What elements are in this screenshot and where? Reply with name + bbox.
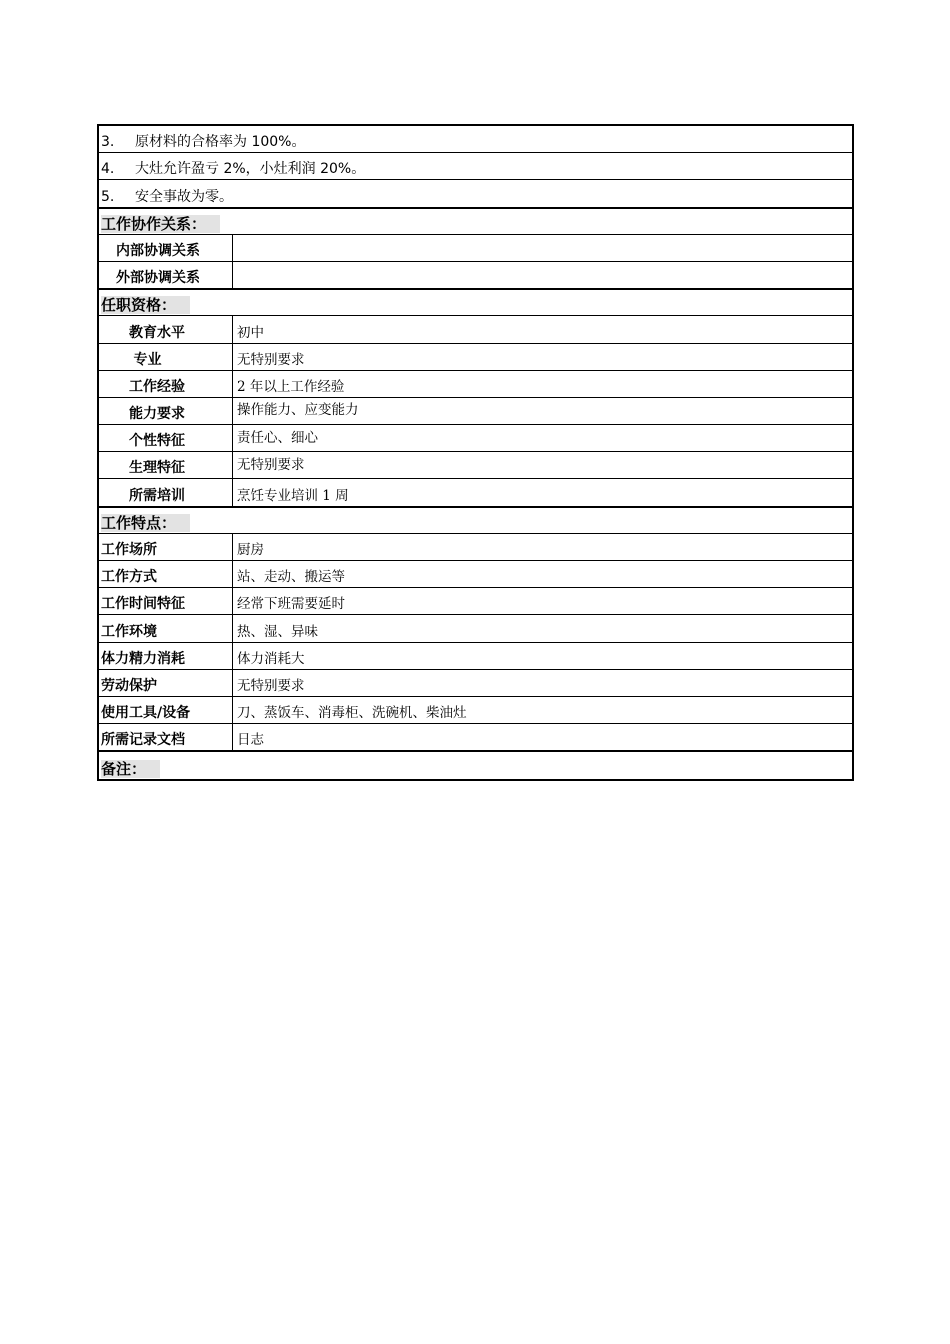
- feature-label: 工作场所: [99, 534, 233, 560]
- feature-row: [99, 534, 852, 561]
- qualification-value: 2 年以上工作经验: [237, 378, 345, 395]
- target-number: 5.: [101, 188, 115, 205]
- qualification-value: 责任心、细心: [237, 429, 318, 446]
- target-cell: [99, 180, 852, 206]
- qualification-value: 初中: [237, 324, 264, 341]
- qualification-value: 无特别要求: [237, 456, 305, 473]
- qualification-heading-row: [99, 289, 852, 316]
- feature-row: [99, 588, 852, 615]
- qualification-label: 生理特征: [99, 452, 233, 478]
- qualification-value: 操作能力、应变能力: [237, 402, 359, 419]
- feature-row: [99, 697, 852, 724]
- target-text: 大灶允许盈亏 2%，小灶利润 20%。: [135, 161, 366, 178]
- qualification-label: 专业: [99, 344, 233, 370]
- qualification-row: [99, 452, 852, 479]
- target-text: 安全事故为零。: [135, 188, 233, 205]
- target-text: 原材料的合格率为 100%。: [135, 134, 306, 151]
- qualification-row: [99, 479, 852, 506]
- feature-label: 工作方式: [99, 561, 233, 587]
- qualification-label: 能力要求: [99, 398, 233, 424]
- coordination-row: [99, 262, 852, 289]
- feature-value: 经常下班需要延时: [237, 596, 345, 613]
- target-number: 3.: [101, 134, 115, 151]
- qualification-row: [99, 344, 852, 371]
- features-heading-row: [99, 507, 852, 534]
- coordination-heading-row: [99, 208, 852, 235]
- feature-label: 劳动保护: [99, 670, 233, 696]
- qualification-value: 无特别要求: [237, 351, 305, 368]
- qualification-row: [99, 398, 852, 425]
- coordination-heading: [99, 209, 852, 234]
- feature-value: 刀、蒸饭车、消毒柜、洗碗机、柴油灶: [237, 705, 467, 722]
- coordination-value: [233, 262, 852, 288]
- target-cell: [99, 126, 852, 152]
- qualification-heading: [99, 290, 852, 315]
- target-cell: [99, 153, 852, 179]
- feature-label: 体力精力消耗: [99, 643, 233, 669]
- job-description-table: [97, 124, 854, 781]
- feature-label: 所需记录文档: [99, 724, 233, 750]
- feature-value: 无特别要求: [237, 677, 305, 694]
- coordination-label: 内部协调关系: [99, 235, 233, 261]
- remarks-heading: [99, 752, 852, 778]
- remarks-heading-text: 备注：: [101, 760, 160, 778]
- qualification-row: [99, 425, 852, 452]
- feature-label: 工作环境: [99, 615, 233, 641]
- feature-value: 厨房: [237, 542, 264, 558]
- target-row: [99, 180, 852, 207]
- qualification-heading-text: 任职资格：: [101, 296, 190, 314]
- feature-label: 使用工具/设备: [99, 697, 233, 723]
- feature-row: [99, 670, 852, 697]
- qualification-row: [99, 371, 852, 398]
- feature-row: [99, 561, 852, 588]
- feature-row: [99, 724, 852, 751]
- qualification-label: 工作经验: [99, 371, 233, 397]
- feature-row: [99, 643, 852, 670]
- remarks-row: [99, 751, 852, 778]
- feature-value: 热、湿、异味: [237, 623, 318, 640]
- coordination-heading-text: 工作协作关系：: [101, 215, 220, 233]
- qualification-value: 烹饪专业培训 1 周: [237, 487, 349, 504]
- feature-value: 站、走动、搬运等: [237, 569, 345, 586]
- qualification-label: 个性特征: [99, 425, 233, 451]
- target-number: 4.: [101, 161, 115, 178]
- features-heading-text: 工作特点：: [101, 514, 190, 532]
- feature-value: 日志: [237, 732, 264, 749]
- feature-label: 工作时间特征: [99, 588, 233, 614]
- coordination-row: [99, 235, 852, 262]
- feature-value: 体力消耗大: [237, 650, 305, 667]
- feature-row: [99, 615, 852, 642]
- target-row: [99, 153, 852, 180]
- coordination-label: 外部协调关系: [99, 262, 233, 288]
- qualification-row: [99, 316, 852, 343]
- coordination-value: [233, 235, 852, 261]
- qualification-label: 所需培训: [99, 479, 233, 505]
- features-heading: [99, 508, 852, 533]
- target-row: [99, 126, 852, 153]
- qualification-label: 教育水平: [99, 316, 233, 342]
